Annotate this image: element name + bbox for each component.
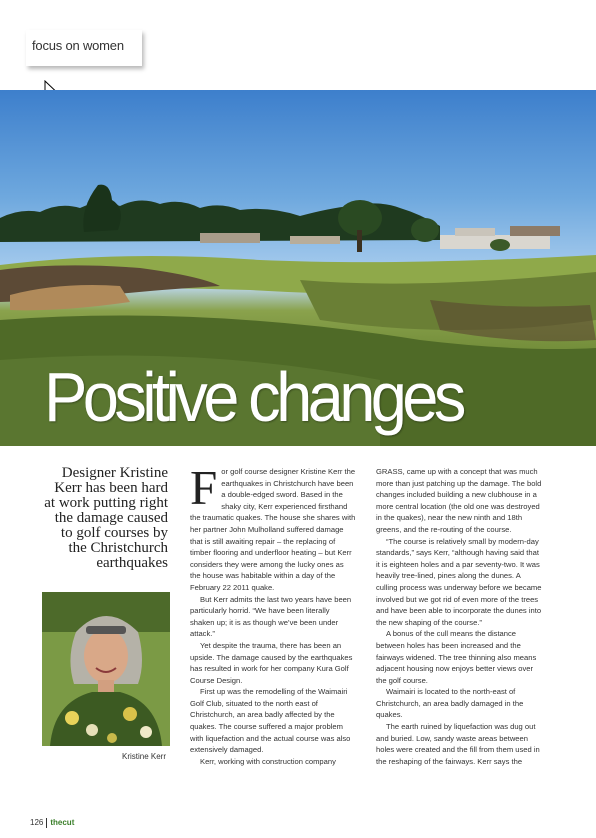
paragraph: But Kerr admits the last two years have been particularly horrid. “We have been literally shaken up; it is as though we’ve been under attack.”	[190, 594, 352, 639]
paragraph: Yet despite the trauma, there has been an upside. The damage caused by the earthquakes has resulted in work for her company Kura Golf Course Design.	[190, 640, 353, 685]
paragraph: A bonus of the cull means the distance between holes has been increased and the fairways widened. The tree thinning also means adjacent housing now enjoys better views over the golf course.	[376, 629, 537, 685]
paragraph: or golf course designer Kristine Kerr the earthquakes in Christchurch have been a double-edged sword. Based in the shaky city, Kerr experienced firsthand the traumatic quakes. The house she shares with her partner John Mulholland suffered damage that is still awaiting repair – the replacing of timber flooring and underfloor heating – but Kerr considers they were among the lucky ones as the house was habitable within a day of the February 22 2011 quake.	[190, 467, 356, 592]
portrait-photo	[42, 592, 170, 746]
paragraph: Kerr, working with construction company	[200, 756, 336, 766]
paragraph: The earth ruined by liquefaction was dug out and buried. Low, sandy waste areas between holes were created and the fill from them used in the reshaping of the fairways. Kerr says the	[376, 722, 540, 766]
section-tab	[26, 30, 142, 66]
body-column-2	[376, 466, 542, 767]
paragraph: First up was the remodelling of the Waimairi Golf Club, situated to the north east of Christchurch, an area badly affected by the quakes. The course suffered a major problem with liquefaction and the actual course was also extensively damaged.	[190, 687, 351, 755]
paragraph: GRASS, came up with a concept that was much more than just patching up the damage. The bold changes included building a new clubhouse in a more central location (the old one was destroyed in the quakes), near the new ninth and 18th greens, and the re-routing of the course.	[376, 467, 542, 534]
page-footer	[30, 818, 74, 828]
photo-caption: Kristine Kerr	[121, 752, 166, 761]
footer-divider	[46, 818, 47, 828]
magazine-name: thecut	[50, 818, 75, 828]
standfirst: Designer Kristine Kerr has been hard at work putting right the damage caused to golf courses by the Christchurch earthquakes	[44, 465, 168, 571]
paragraph: “The course is relatively small by modern-day standards,” says Kerr, “although having said that it is eighteen holes and a par seventy-two. It was heavily tree-lined, pines along the dunes. A culling process was underway before we became involved but we got rid of even more of the trees and have been able to incorporate the dunes into the new shaping of the course.”	[376, 536, 542, 627]
page-number: 126	[30, 818, 44, 828]
body-column-1	[190, 460, 356, 767]
headline: Positive changes	[44, 358, 462, 436]
drop-cap: F	[190, 460, 218, 515]
paragraph: Waimairi is located to the north-east of Christchurch, an area badly damaged in the quakes.	[376, 687, 524, 720]
section-label: focus on women	[32, 38, 124, 53]
